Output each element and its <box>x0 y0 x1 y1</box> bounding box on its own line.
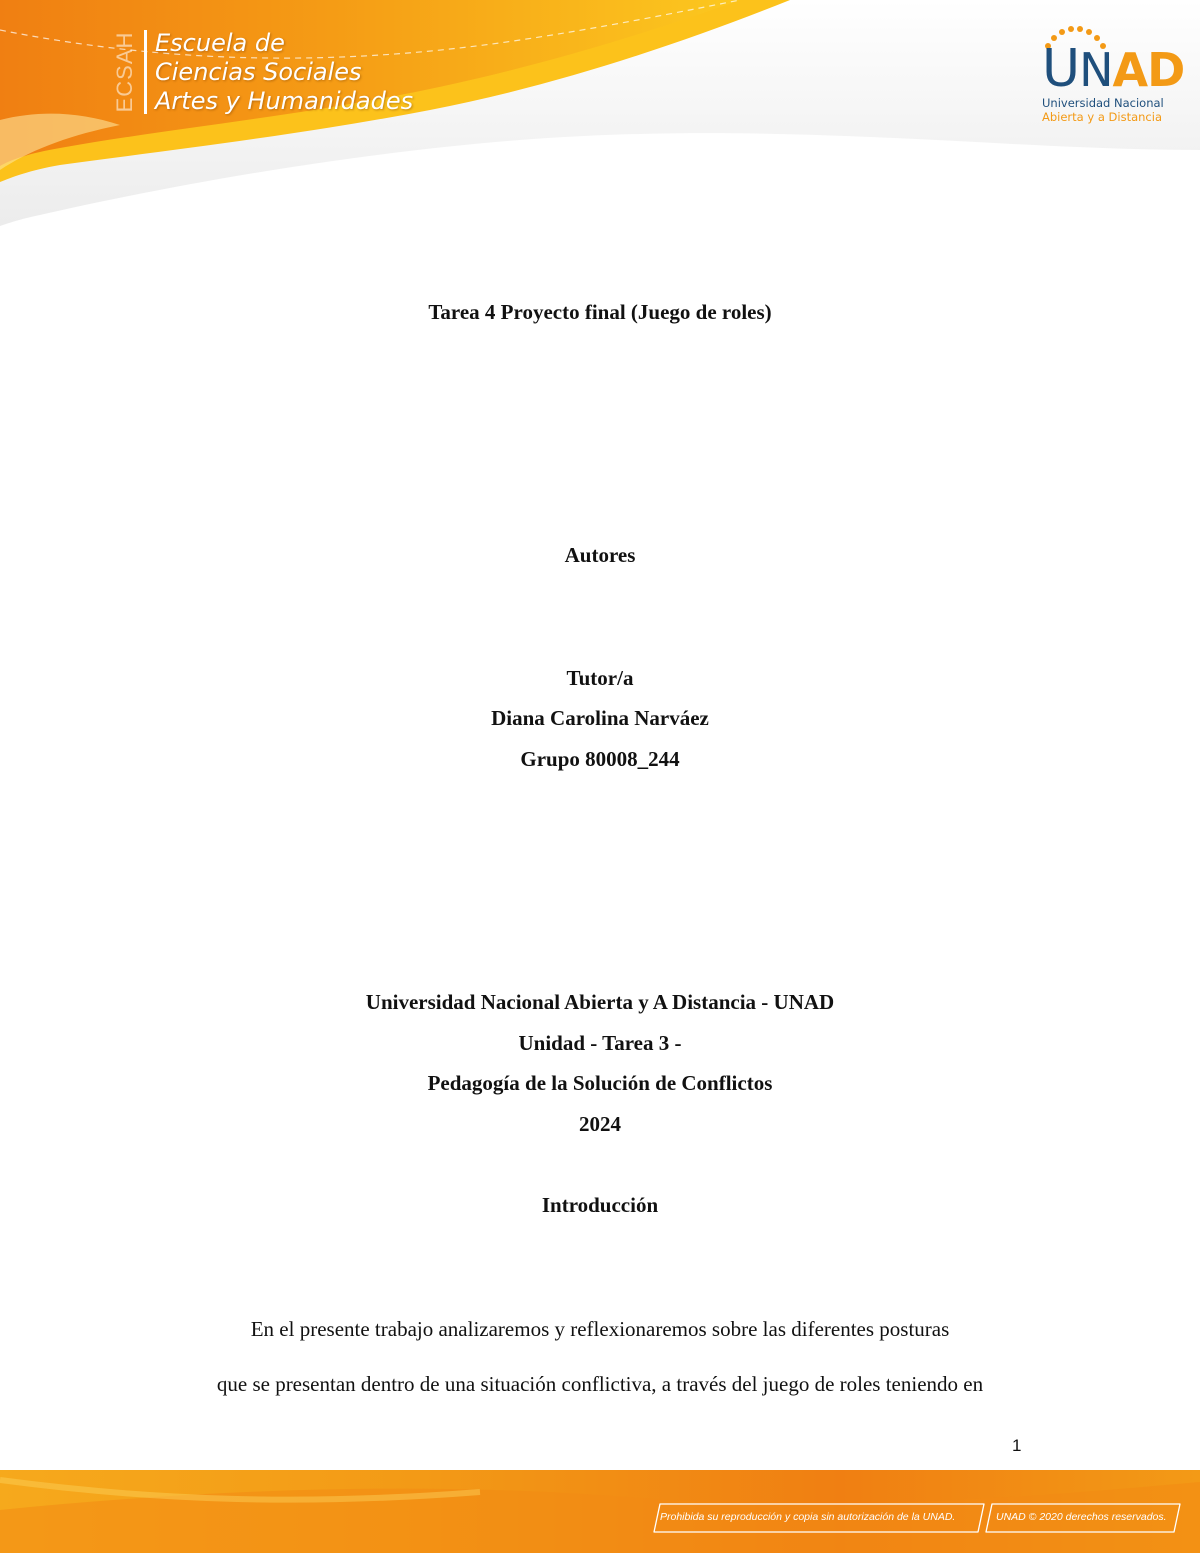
page-number: 1 <box>1012 1436 1022 1455</box>
footer-rights-notice: UNAD © 2020 derechos reservados. <box>996 1511 1167 1523</box>
ecsah-acronym: ECSAH <box>112 31 137 113</box>
school-line-2: Ciencias Sociales <box>155 57 362 86</box>
tutor-label: Tutor/a <box>566 666 634 690</box>
university-name: Universidad Nacional Abierta y A Distancia - UNAD <box>365 990 835 1014</box>
school-branding <box>112 26 413 118</box>
school-line-3: Artes y Humanidades <box>155 86 414 115</box>
unit-label: Unidad - Tarea 3 - <box>518 1031 682 1055</box>
unad-subtitle-2: Abierta y a Distancia <box>1042 110 1162 124</box>
tutor-name: Diana Carolina Narváez <box>491 706 709 730</box>
unad-subtitle-1: Universidad Nacional <box>1042 96 1164 110</box>
footer-copy-notice: Prohibida su reproducción y copia sin autorización de la UNAD. <box>660 1511 956 1523</box>
introduction-heading: Introducción <box>541 1193 659 1217</box>
introduction-line-1: En el presente trabajo analizaremos y reflexionaremos sobre las diferentes posturas <box>250 1317 950 1341</box>
document-title: Tarea 4 Proyecto final (Juego de roles) <box>428 300 772 324</box>
year: 2024 <box>579 1112 621 1136</box>
school-name <box>155 29 413 116</box>
school-line-1: Escuela de <box>155 28 285 57</box>
introduction-line-2: que se presentan dentro de una situación conflictiva, a través del juego de roles teniendo en <box>216 1372 984 1396</box>
group-number: Grupo 80008_244 <box>520 747 680 771</box>
course-name: Pedagogía de la Solución de Conflictos <box>427 1071 773 1095</box>
authors-label: Autores <box>564 543 636 567</box>
header-banner <box>0 0 1200 230</box>
school-divider <box>144 30 147 114</box>
unad-wordmark: UNAD <box>1042 39 1185 99</box>
unad-logo <box>1038 26 1185 130</box>
